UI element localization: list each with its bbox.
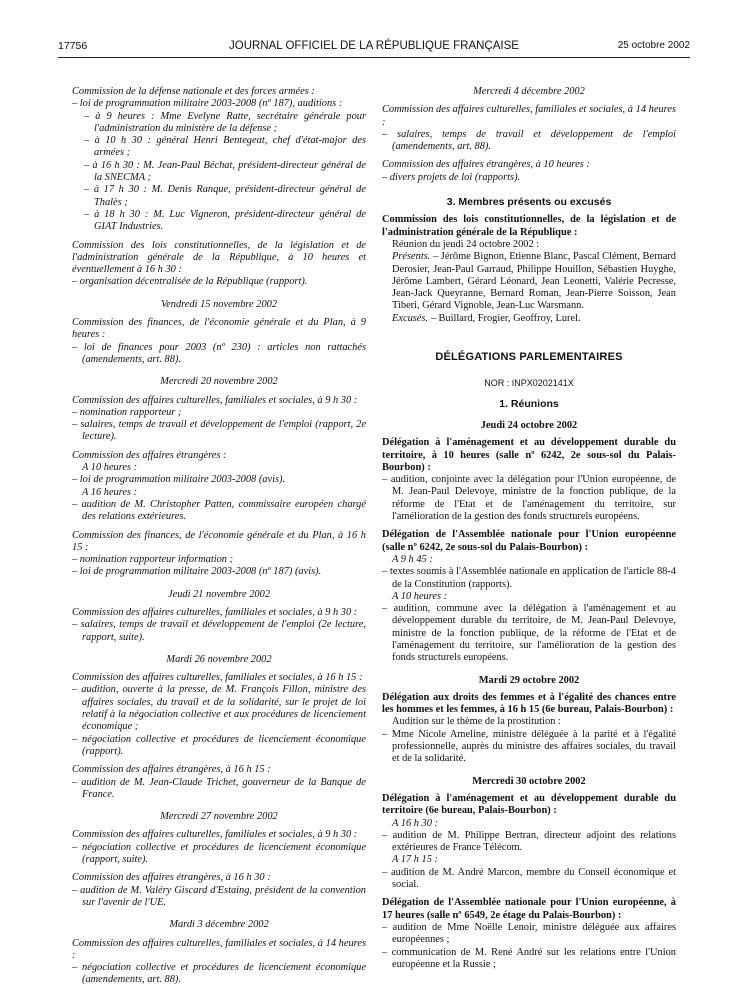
block-heading: Délégation à l'aménagement et au développement durable du territoire (6e bureau, Palais-Bourbon) :	[382, 792, 676, 817]
agenda-block	[382, 897, 676, 971]
agenda-item: – à 10 h 30 : général Henri Bentegeat, chef d'état-major des armées ;	[84, 135, 366, 159]
block-heading: Commission des affaires étrangères, à 16 h 15 :	[72, 764, 271, 776]
agenda-block	[382, 437, 676, 523]
date-heading: Jeudi 24 octobre 2002	[480, 419, 578, 431]
nor-reference: NOR : INPX0202141X	[484, 378, 574, 389]
agenda-item: – audition de M. Jean-Claude Trichet, gouverneur de la Banque de France.	[72, 776, 366, 800]
block-heading: Commission des affaires culturelles, familiales et sociales, à 9 h 30 :	[72, 394, 358, 406]
agenda-block	[72, 938, 366, 987]
agenda-block	[382, 104, 676, 153]
agenda-item: – négociation collective et procédures de licenciement économique (rapport, suite).	[72, 841, 366, 866]
agenda-item: – communication de M. René André sur les relations entre l'Union européenne et la Russie ;	[382, 946, 676, 970]
date-heading: Mardi 29 octobre 2002	[478, 674, 580, 686]
agenda-item: – audition, ouverte à la presse, de M. François Fillon, ministre des affaires sociales, du travail et de la solidarité, sur le projet de loi relatif à la négociation collective et aux procédures de licenciement économique ;	[72, 684, 366, 733]
agenda-block	[382, 159, 676, 184]
block-heading: Commission des affaires étrangères, à 16 h 30 :	[72, 872, 271, 884]
agenda-item: – nomination rapporteur information ;	[72, 554, 234, 566]
meeting-date: Réunion du jeudi 24 octobre 2002 :	[392, 238, 540, 250]
date-heading: Mercredi 27 novembre 2002	[160, 811, 278, 823]
block-heading: Commission de la défense nationale et des forces armées :	[72, 86, 315, 97]
agenda-item: – audition, commune avec la délégation à l'aménagement et au développement durable du territoire, de M. Jean-Paul Delevoye, ministre de la fonction publique, de la réforme de l'Etat et de l'aménagement du territoire, sur l'amélioration de la gestion des fonds structurels européens.	[382, 603, 676, 664]
block-heading: Commission des affaires étrangères, à 10 heures :	[382, 159, 590, 171]
time-label: A 16 heures :	[82, 486, 138, 498]
header-rule	[58, 57, 690, 58]
right-column	[382, 86, 676, 977]
agenda-block	[72, 450, 366, 524]
agenda-item: – audition de M. André Marcon, membre du Conseil économique et social.	[382, 866, 676, 891]
agenda-item: – audition de M. Christopher Patten, commissaire européen chargé des relations extérieures.	[72, 498, 366, 523]
agenda-block	[72, 395, 366, 444]
present-label: Présents.	[392, 251, 431, 263]
time-label: A 17 h 15 :	[392, 854, 438, 866]
agenda-item: – Mme Nicole Ameline, ministre déléguée à la parité et à l'égalité professionnelle, auprès du ministre des affaires sociales, du travail et de la solidarité.	[382, 728, 676, 765]
block-heading: Délégation de l'Assemblée nationale pour l'Union européenne, à 17 heures (salle nº 6549, 2e étage du Palais-Bourbon) :	[382, 897, 676, 921]
section-heading: 3. Membres présents ou excusés	[446, 196, 612, 209]
agenda-block	[72, 530, 366, 579]
agenda-block	[382, 793, 676, 891]
agenda-item: – à 17 h 30 : M. Denis Ranque, président-directeur général de Thalès ;	[84, 184, 366, 208]
agenda-item: – nomination rapporteur ;	[72, 406, 182, 418]
block-heading: Commission des finances, de l'économie générale et du Plan, à 9 heures :	[72, 317, 366, 341]
attendance-block	[382, 214, 676, 325]
block-heading: Commission des affaires culturelles, familiales et sociales, à 16 h 15 :	[72, 672, 363, 684]
date-heading: Mardi 26 novembre 2002	[166, 653, 272, 665]
agenda-item: – négociation collective et procédures de licenciement économique (rapport).	[72, 733, 366, 757]
block-heading: Commission des affaires culturelles, familiales et sociales, à 9 h 30 :	[72, 829, 358, 841]
date-heading: Mercredi 4 décembre 2002	[473, 86, 585, 97]
block-heading: Commission des lois constitutionnelles, de la législation et de l'administration générale de la République :	[382, 214, 676, 238]
agenda-item: – à 18 h 30 : M. Luc Vigneron, président-directeur général de GIAT Industries.	[84, 208, 366, 233]
agenda-item: – salaires, temps de travail et développement de l'emploi (amendements, art. 88).	[382, 128, 676, 153]
agenda-item: – salaires, temps de travail et développement de l'emploi (2e lecture, rapport, suite).	[72, 619, 366, 643]
agenda-item: – audition de M. Philippe Bertran, directeur adjoint des relations extérieures de France Télécom.	[382, 829, 676, 854]
agenda-item: – divers projets de loi (rapports).	[382, 171, 521, 183]
agenda-item: – à 9 heures : Mme Evelyne Ratte, secrétaire générale pour l'administration du ministère de la défense ;	[84, 110, 366, 134]
agenda-item: – audition de Mme Noëlle Lenoir, ministre déléguée aux affaires européennes ;	[382, 921, 676, 946]
agenda-block	[72, 240, 366, 289]
time-label: A 10 heures :	[392, 590, 448, 602]
agenda-item: – loi de finances pour 2003 (nº 230) : articles non rattachés (amendements, art. 88).	[72, 341, 366, 365]
agenda-item: – textes soumis à l'Assemblée nationale en application de l'article 88-4 de la Constitution (rapports).	[382, 566, 676, 590]
issue-date: 25 octobre 2002	[617, 40, 690, 51]
agenda-block	[72, 317, 366, 366]
block-heading: Délégation aux droits des femmes et à l'égalité des chances entre les hommes et les femmes, à 16 h 15 (6e bureau, Palais-Bourbon) :	[382, 691, 676, 716]
block-heading: Délégation de l'Assemblée nationale pour l'Union européenne (salle nº 6242, 2e sous-sol du Palais-Bourbon) :	[382, 529, 676, 553]
agenda-block	[72, 672, 366, 758]
block-heading: Commission des lois constitutionnelles, de la législation et de l'administration générale de la République, à 10 heures et éventuellement à 16 h 30 :	[72, 239, 366, 276]
agenda-block	[72, 86, 366, 234]
agenda-item: Audition sur le thème de la prostitution :	[392, 716, 561, 728]
block-heading: Commission des affaires culturelles, familiales et sociales, à 9 h 30 :	[72, 606, 358, 618]
time-label: A 9 h 45 :	[392, 553, 433, 565]
section-heading: 1. Réunions	[499, 397, 559, 410]
agenda-item: – audition de M. Valéry Giscard d'Estaing, président de la convention sur l'avenir de l'UE.	[72, 884, 366, 908]
agenda-block	[382, 692, 676, 766]
agenda-block	[72, 872, 366, 909]
block-heading: Commission des affaires étrangères :	[72, 449, 227, 461]
agenda-block	[72, 607, 366, 644]
time-label: A 16 h 30 :	[392, 817, 438, 829]
block-heading: Délégation à l'aménagement et au développement durable du territoire, à 10 heures (salle nº 6242, 2e sous-sol du Palais-Bourbon) :	[382, 437, 676, 473]
date-heading: Mardi 3 décembre 2002	[169, 919, 269, 931]
present-list: – Jérôme Bignon, Etienne Blanc, Pascal Clément, Bernard Derosier, Jean-Paul Garraud, Philippe Houillon, Sébastien Huyghe, Jérôme Lambert, Gérard Léonard, Jean Leonetti, Valérie Pecresse, Jean-Jack Queyranne, Bernard Roman, Jean-Pierre Soisson, Jean Tiberi, Gérard Vignoble, Jean-Luc Warsmann.	[392, 251, 676, 312]
agenda-item: – salaires, temps de travail et développement de l'emploi (rapport, 2e lecture).	[72, 419, 366, 443]
agenda-block	[72, 764, 366, 801]
agenda-item: – loi de programmation militaire 2003-2008 (avis).	[72, 474, 286, 486]
agenda-block	[382, 529, 676, 664]
page-number: 17756	[58, 40, 88, 52]
section-title: DÉLÉGATIONS PARLEMENTAIRES	[435, 351, 623, 364]
page-header	[58, 40, 690, 56]
block-heading: Commission des finances, de l'économie générale et du Plan, à 16 h 15 :	[72, 529, 366, 553]
block-heading: Commission des affaires culturelles, familiales et sociales, à 14 heures :	[382, 104, 676, 128]
date-heading: Jeudi 21 novembre 2002	[167, 588, 271, 600]
agenda-item: – négociation collective et procédures de licenciement économique (amendements, art. 88).	[72, 962, 366, 986]
agenda-item: – à 16 h 30 : M. Jean-Paul Béchat, président-directeur général de la SNECMA ;	[84, 159, 366, 184]
agenda-item: – audition, conjointe avec la délégation pour l'Union européenne, de M. Jean-Paul Delevoye, ministre de la fonction publique, de la réforme de l'Etat et de l'aménagement du territoire, sur l'amélioration de la gestion des fonds structurels européens.	[382, 474, 676, 523]
journal-title: JOURNAL OFFICIEL DE LA RÉPUBLIQUE FRANÇAISE	[229, 40, 519, 52]
block-heading: Commission des affaires culturelles, familiales et sociales, à 14 heures :	[72, 937, 366, 961]
time-label: A 10 heures :	[82, 462, 138, 474]
agenda-item: – organisation décentralisée de la République (rapport).	[72, 276, 308, 288]
date-heading: Mercredi 20 novembre 2002	[160, 376, 278, 388]
agenda-block	[72, 829, 366, 866]
date-heading: Vendredi 15 novembre 2002	[160, 298, 278, 310]
left-column	[72, 86, 366, 993]
excused-list: – Buillard, Frogier, Geoffroy, Lurel.	[428, 312, 581, 324]
agenda-item: – loi de programmation militaire 2003-2008 (nº 187), auditions :	[72, 98, 343, 110]
date-heading: Mercredi 30 octobre 2002	[472, 775, 586, 787]
excused-label: Excusés.	[392, 312, 429, 324]
agenda-item: – loi de programmation militaire 2003-2008 (nº 187) (avis).	[72, 566, 322, 578]
